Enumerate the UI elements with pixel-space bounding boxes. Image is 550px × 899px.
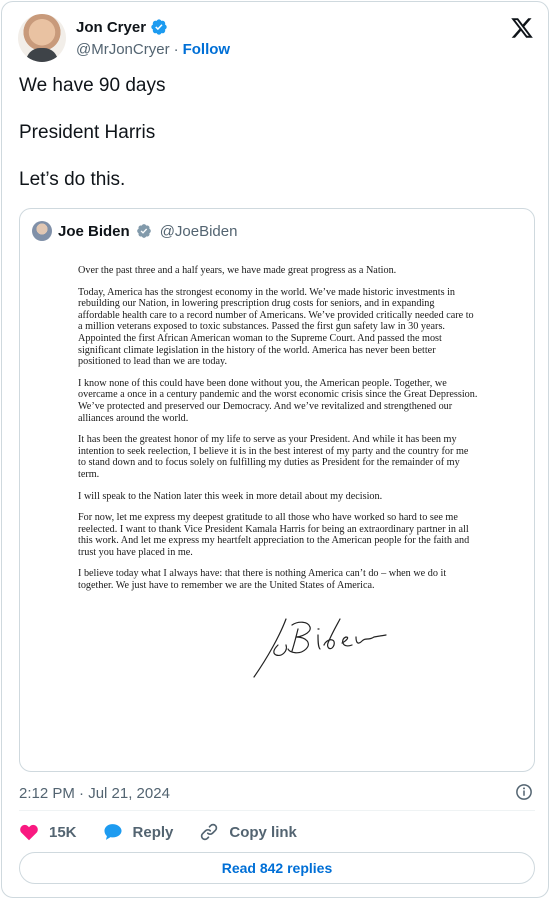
reply-button[interactable] bbox=[103, 822, 174, 842]
embedded-tweet-card bbox=[1, 1, 549, 898]
divider bbox=[19, 810, 535, 811]
tweet-line-3: Let’s do this. bbox=[19, 169, 126, 190]
letter-paragraph-3: I know none of this could have been done without you, the American people. Together, we overcame a once in a century pandemic and the worst economic crisis since the Great Depression. We’ve protected and preserved our Democracy. And we’ve revitalized and strengthened our alliances around the world. bbox=[78, 377, 478, 424]
read-replies-button[interactable]: Read 842 replies bbox=[19, 852, 535, 884]
tweet-text bbox=[19, 74, 529, 215]
handwritten-signature bbox=[252, 615, 388, 681]
quoted-tweet-header bbox=[32, 221, 237, 241]
quoted-author-handle: @JoeBiden bbox=[159, 222, 238, 240]
verified-badge-icon bbox=[150, 18, 168, 36]
quoted-tweet[interactable] bbox=[19, 208, 535, 772]
like-count: 15K bbox=[49, 823, 77, 841]
letter-paragraph-7: I believe today what I always have: that there is nothing America can’t do – when we do it together. We just have to remember we are the United States of America. bbox=[78, 568, 447, 592]
letter-paragraph-4: It has been the greatest honor of my life to serve as your President. And while it has been my intention to seek reelection, I believe it is in the best interest of my party and the country for me to stand down and to focus solely on fulfilling my duties as President for the remainder of my term. bbox=[78, 434, 469, 480]
tweet-line-2: President Harris bbox=[19, 122, 156, 143]
letter-paragraph-1: Over the past three and a half years, we have made great progress as a Nation. bbox=[78, 265, 397, 276]
tweet-actions bbox=[19, 820, 323, 844]
letter-paragraph-2: Today, America has the strongest economy in the world. We’ve made historic investments in rebuilding our Nation, in lowering prescription drug costs for seniors, and in expanding affordable health care to a record number of Americans. We’ve provided critically needed care to a million veterans exposed to toxic substances. Passed the first gun safety law in 30 years. Appointed the first African American woman to the Supreme Court. And passed the most significant climate legislation in the history of the world. America has never been better positioned to lead than we are today. bbox=[78, 286, 474, 368]
follow-button[interactable]: Follow bbox=[182, 41, 231, 58]
author-name-row bbox=[76, 18, 168, 36]
author-handle[interactable]: @MrJonCryer bbox=[76, 41, 170, 58]
tweet-line-1: We have 90 days bbox=[19, 75, 166, 96]
gray-verified-badge-icon bbox=[136, 223, 152, 239]
quoted-author-avatar bbox=[32, 221, 52, 241]
tweet-header bbox=[18, 14, 534, 64]
author-name[interactable]: Jon Cryer bbox=[76, 18, 147, 36]
copy-link-button[interactable] bbox=[199, 822, 297, 842]
reply-bubble-icon bbox=[103, 822, 123, 842]
quoted-author-name: Joe Biden bbox=[58, 222, 130, 240]
info-icon[interactable] bbox=[515, 783, 533, 801]
letter-paragraph-5: I will speak to the Nation later this week in more detail about my decision. bbox=[78, 490, 383, 502]
heart-icon bbox=[19, 822, 39, 842]
author-handle-row bbox=[76, 41, 230, 58]
separator-dot: · bbox=[173, 41, 179, 58]
copy-link-label: Copy link bbox=[229, 823, 297, 841]
like-button[interactable] bbox=[19, 822, 77, 842]
tweet-meta bbox=[19, 782, 535, 804]
x-logo-icon[interactable] bbox=[510, 16, 534, 40]
author-avatar[interactable] bbox=[18, 14, 66, 62]
letter-paragraph-6: For now, let me express my deepest gratitude to all those who have worked so hard to see me reelected. I want to thank Vice President Kamala Harris for being an extraordinary partner in all this work. And let me express my heartfelt appreciation to the American people for the faith and trust you have placed in me. bbox=[78, 512, 470, 558]
letter-image bbox=[78, 265, 478, 602]
reply-label: Reply bbox=[132, 823, 174, 841]
tweet-timestamp[interactable]: 2:12 PM · Jul 21, 2024 bbox=[19, 784, 170, 802]
link-icon bbox=[199, 822, 219, 842]
